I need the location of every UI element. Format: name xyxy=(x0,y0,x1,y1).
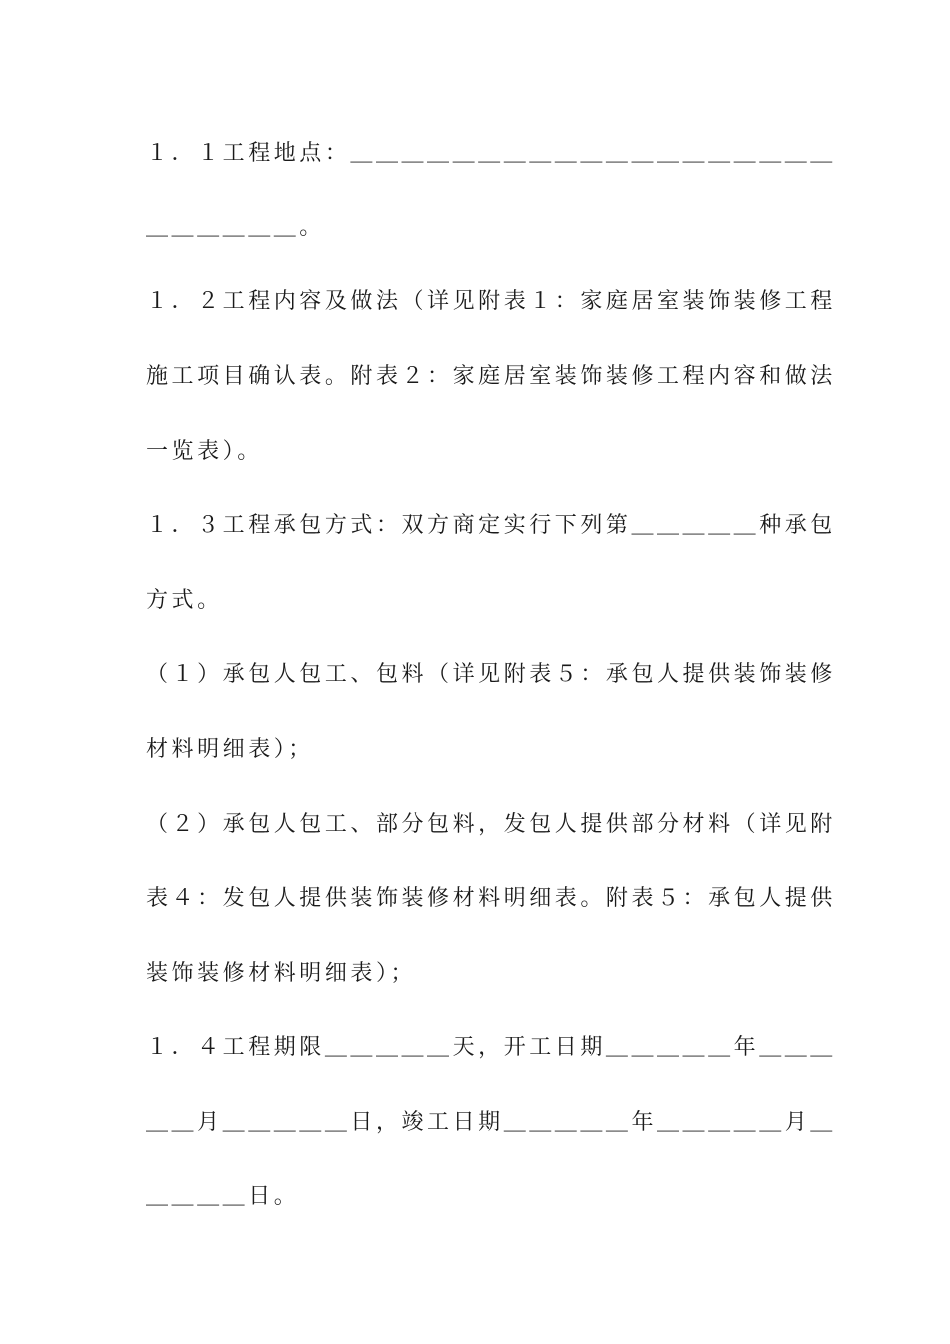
clause-1-3-line-2: 方式。 xyxy=(146,588,223,613)
clause-1-1-line-2: ＿＿＿＿＿＿。 xyxy=(146,215,325,240)
clause-1-2-line-2: 施工项目确认表。附表２：家庭居室装饰装修工程内容和做法 xyxy=(146,364,836,389)
clause-1-4-line-2: ＿＿月＿＿＿＿＿日，竣工日期＿＿＿＿＿年＿＿＿＿＿月＿ xyxy=(146,1110,836,1135)
clause-1-1-line-1: １．１工程地点：＿＿＿＿＿＿＿＿＿＿＿＿＿＿＿＿＿＿＿ xyxy=(146,141,836,166)
clause-1-3-line-1: １．３工程承包方式：双方商定实行下列第＿＿＿＿＿种承包 xyxy=(146,513,836,538)
clause-1-2-line-3: 一览表）。 xyxy=(146,439,263,464)
option-2-line-1: （２）承包人包工、部分包料，发包人提供部分材料（详见附 xyxy=(146,812,836,837)
clause-1-2-line-1: １．２工程内容及做法（详见附表１：家庭居室装饰装修工程 xyxy=(146,289,836,314)
option-2-line-3: 装饰装修材料明细表）； xyxy=(146,961,417,986)
clause-1-4-line-3: ＿＿＿＿日。 xyxy=(146,1184,300,1209)
option-1-line-2: 材料明细表）； xyxy=(146,737,314,762)
option-2-line-2: 表４：发包人提供装饰装修材料明细表。附表５：承包人提供 xyxy=(146,886,836,911)
clause-1-4-line-1: １．４工程期限＿＿＿＿＿天，开工日期＿＿＿＿＿年＿＿＿ xyxy=(146,1035,836,1060)
option-1-line-1: （１）承包人包工、包料（详见附表５：承包人提供装饰装修 xyxy=(146,662,836,687)
